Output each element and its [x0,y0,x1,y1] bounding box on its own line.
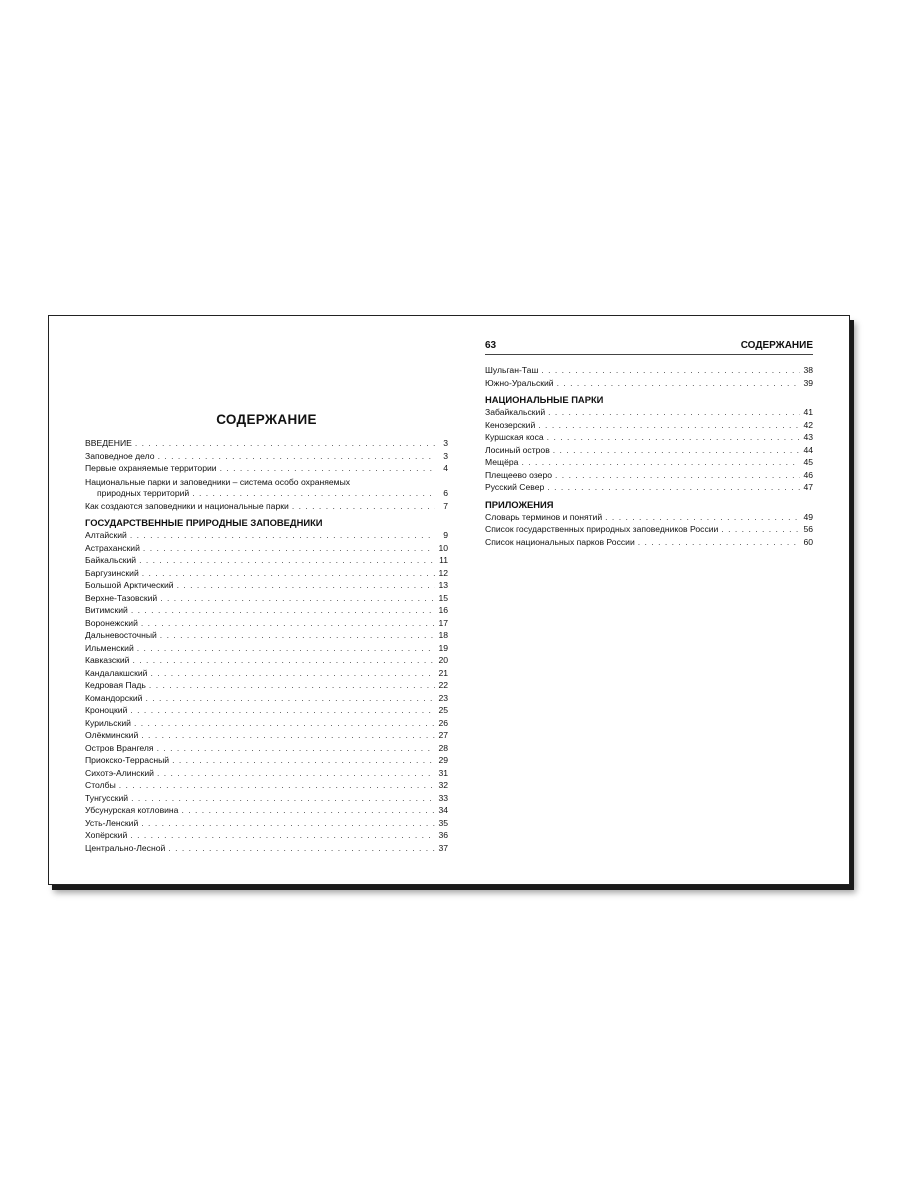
toc-entry[interactable] [85,743,448,756]
page-number: 63 [485,340,497,351]
toc-entry[interactable] [485,482,813,495]
toc-entry[interactable] [485,365,813,378]
entry-page: 43 [803,432,813,442]
entry-page: 3 [443,450,448,461]
toc-entry[interactable] [85,680,448,693]
continued-list [485,365,813,390]
entry-label: Остров Врангеля [85,742,154,753]
toc-entry[interactable] [85,818,448,831]
toc-entry[interactable] [85,630,448,643]
entry-page: 15 [438,592,448,603]
entry-label: Ильменский [85,642,134,653]
toc-entry[interactable] [85,555,448,568]
dot-leader [721,524,800,534]
dot-leader [555,470,800,480]
toc-entry[interactable] [85,488,448,501]
entry-page: 36 [438,830,448,840]
entry-label: Список национальных парков России [485,536,635,547]
toc-entry[interactable] [485,512,813,525]
dot-leader [130,830,435,840]
entry-label: Кандалакшский [85,667,148,678]
toc-entry[interactable] [85,501,448,514]
toc-entry[interactable] [85,668,448,681]
toc-entry[interactable] [85,780,448,793]
entry-page: 32 [438,780,448,790]
entry-label: Убсунурская котловина [85,805,179,815]
dot-leader [181,805,435,815]
entry-label: Хопёрский [85,830,128,840]
dot-leader [638,537,800,547]
reserves-list [85,530,448,855]
toc-entry[interactable] [85,605,448,618]
section-title-appendix: ПРИЛОЖЕНИЯ [485,498,554,510]
entry-label: Столбы [85,780,116,790]
dot-leader [292,501,435,511]
entry-page: 19 [438,642,448,653]
toc-entry[interactable] [85,530,448,543]
toc-entry[interactable] [485,378,813,391]
dot-leader [139,555,435,565]
entry-page: 28 [438,742,448,753]
entry-page: 3 [443,438,448,448]
dot-leader [119,780,435,790]
entry-label: Олёкминский [85,730,139,740]
dot-leader [150,668,435,678]
dot-leader [132,655,435,665]
entry-label: Дальневосточный [85,630,157,640]
entry-label: Астраханский [85,542,140,553]
entry-page: 42 [803,419,813,430]
dot-leader [192,488,435,498]
entry-label: Витимский [85,605,128,615]
entry-label: Лосиный остров [485,444,550,455]
dot-leader [557,378,800,388]
dot-leader [157,768,435,778]
entry-label: Южно-Уральский [485,377,554,388]
entry-page: 16 [438,605,448,615]
entry-label: Алтайский [85,530,127,540]
toc-entry[interactable] [85,755,448,768]
dot-leader [141,618,435,628]
entry-page: 33 [438,792,448,803]
toc-entry[interactable] [85,705,448,718]
entry-page: 39 [803,377,813,388]
entry-page: 41 [803,407,813,417]
entry-page: 9 [443,530,448,540]
entry-label: Словарь терминов и понятий [485,511,603,522]
entry-label: Байкальский [85,555,137,565]
dot-leader [605,512,800,522]
toc-entry[interactable] [485,420,813,433]
entry-page: 46 [803,469,813,480]
book-spread [48,315,850,885]
toc-entry[interactable] [485,457,813,470]
running-header [485,340,813,355]
entry-page: 27 [438,730,448,740]
dot-leader [135,438,435,448]
toc-entry[interactable] [85,568,448,581]
dot-leader [145,693,435,703]
toc-entry[interactable] [85,730,448,743]
toc-entry[interactable] [85,793,448,806]
dot-leader [553,445,800,455]
dot-leader [547,482,800,492]
entry-page: 20 [438,655,448,665]
toc-entry[interactable] [485,445,813,458]
dot-leader [548,407,800,417]
appendix-list [485,512,813,550]
entry-page: 17 [438,617,448,628]
entry-label-line2: природных территорий [97,488,190,498]
toc-entry[interactable] [85,618,448,631]
toc-entry[interactable] [85,693,448,706]
dot-leader [149,680,435,690]
entry-page: 56 [803,524,813,534]
entry-label: Кенозерский [485,419,536,430]
entry-page: 10 [438,542,448,553]
entry-label: Русский Север [485,482,545,492]
entry-page: 23 [438,692,448,703]
dot-leader [137,643,435,653]
entry-label: Плещеево озеро [485,469,553,480]
entry-label: Заповедное дело [85,450,155,461]
entry-label: Баргузинский [85,567,139,578]
entry-label: Кавказский [85,655,130,665]
entry-label: Кедровая Падь [85,680,146,690]
entry-page: 47 [803,482,813,492]
entry-label: Тунгусский [85,792,129,803]
entry-label: Мещёра [485,457,519,467]
entry-label-line1[interactable]: Национальные парки и заповедники – система особо охраняемых [85,476,351,487]
entry-page: 44 [803,444,813,455]
entry-label: Большой Арктический [85,580,174,590]
toc-entry[interactable] [485,470,813,483]
entry-page: 12 [438,567,448,578]
entry-label: Сихотэ-Алинский [85,767,154,778]
dot-leader [141,818,435,828]
entry-page: 60 [803,536,813,547]
dot-leader [538,420,800,430]
entry-page: 13 [438,580,448,590]
toc-entry[interactable] [85,580,448,593]
entry-page: 45 [803,457,813,467]
toc-entry[interactable] [85,593,448,606]
entry-label: Усть-Ленский [85,817,139,828]
entry-page: 6 [443,488,448,498]
entry-page: 7 [443,500,448,511]
toc-entry[interactable] [85,643,448,656]
entry-label: Забайкальский [485,407,546,417]
entry-page: 31 [438,767,448,778]
entry-label: Верхне-Тазовский [85,592,158,603]
toc-title: СОДЕРЖАНИЕ [216,412,317,427]
toc-entry[interactable] [85,543,448,556]
entry-label: Курильский [85,717,131,728]
toc-entry[interactable] [85,830,448,843]
right-list [485,365,813,549]
toc-entry[interactable] [85,438,448,451]
dot-leader [547,432,800,442]
toc-entry[interactable] [85,843,448,856]
entry-label: ВВЕДЕНИЕ [85,438,132,448]
section-title-reserves: ГОСУДАРСТВЕННЫЕ ПРИРОДНЫЕ ЗАПОВЕДНИКИ [85,517,323,528]
entry-page: 49 [803,511,813,522]
entry-page: 25 [438,705,448,715]
dot-leader [521,457,800,467]
dot-leader [541,365,800,375]
toc-entry[interactable] [85,805,448,818]
dot-leader [168,843,435,853]
dot-leader [130,530,435,540]
toc-entry[interactable] [85,718,448,731]
entry-page: 22 [438,680,448,690]
entry-page: 26 [438,717,448,728]
entry-page: 37 [438,842,448,853]
entry-page: 35 [438,817,448,828]
toc-entry[interactable] [85,463,448,476]
toc-entry[interactable] [85,451,448,464]
dot-leader [141,730,435,740]
dot-leader [160,630,435,640]
intro-list [85,438,448,855]
toc-entry[interactable] [485,432,813,445]
entry-label: Командорский [85,692,143,703]
toc-entry[interactable] [485,524,813,537]
dot-leader [142,568,435,578]
entry-page: 18 [438,630,448,640]
dot-leader [143,543,435,553]
entry-label: Кроноцкий [85,705,128,715]
dot-leader [130,705,435,715]
entry-label: Воронежский [85,617,138,628]
dot-leader [134,718,435,728]
entry-label: Первые охраняемые территории [85,463,217,473]
running-title: СОДЕРЖАНИЕ [740,340,813,351]
dot-leader [131,793,435,803]
entry-label: Шульган-Таш [485,365,539,375]
entry-label: Куршская коса [485,432,544,442]
dot-leader [157,743,435,753]
toc-entry[interactable] [485,407,813,420]
entry-page: 11 [439,555,448,565]
dot-leader [158,451,435,461]
section-title-parks: НАЦИОНАЛЬНЫЕ ПАРКИ [485,394,604,405]
entry-page: 29 [438,755,448,765]
entry-label: Как создаются заповедники и национальные парки [85,500,289,511]
entry-page: 38 [803,365,813,375]
dot-leader [160,593,435,603]
dot-leader [131,605,435,615]
toc-entry[interactable] [85,655,448,668]
toc-entry[interactable] [485,537,813,550]
entry-page: 21 [438,667,448,678]
entry-label: Центрально-Лесной [85,842,166,853]
entry-label: Приокско-Террасный [85,755,170,765]
dot-leader [172,755,435,765]
parks-list [485,407,813,495]
toc-entry[interactable] [85,768,448,781]
entry-page: 34 [438,805,448,815]
entry-label: Список государственных природных заповедников России [485,524,719,534]
entry-page: 4 [443,463,448,473]
dot-leader [220,463,435,473]
dot-leader [177,580,435,590]
